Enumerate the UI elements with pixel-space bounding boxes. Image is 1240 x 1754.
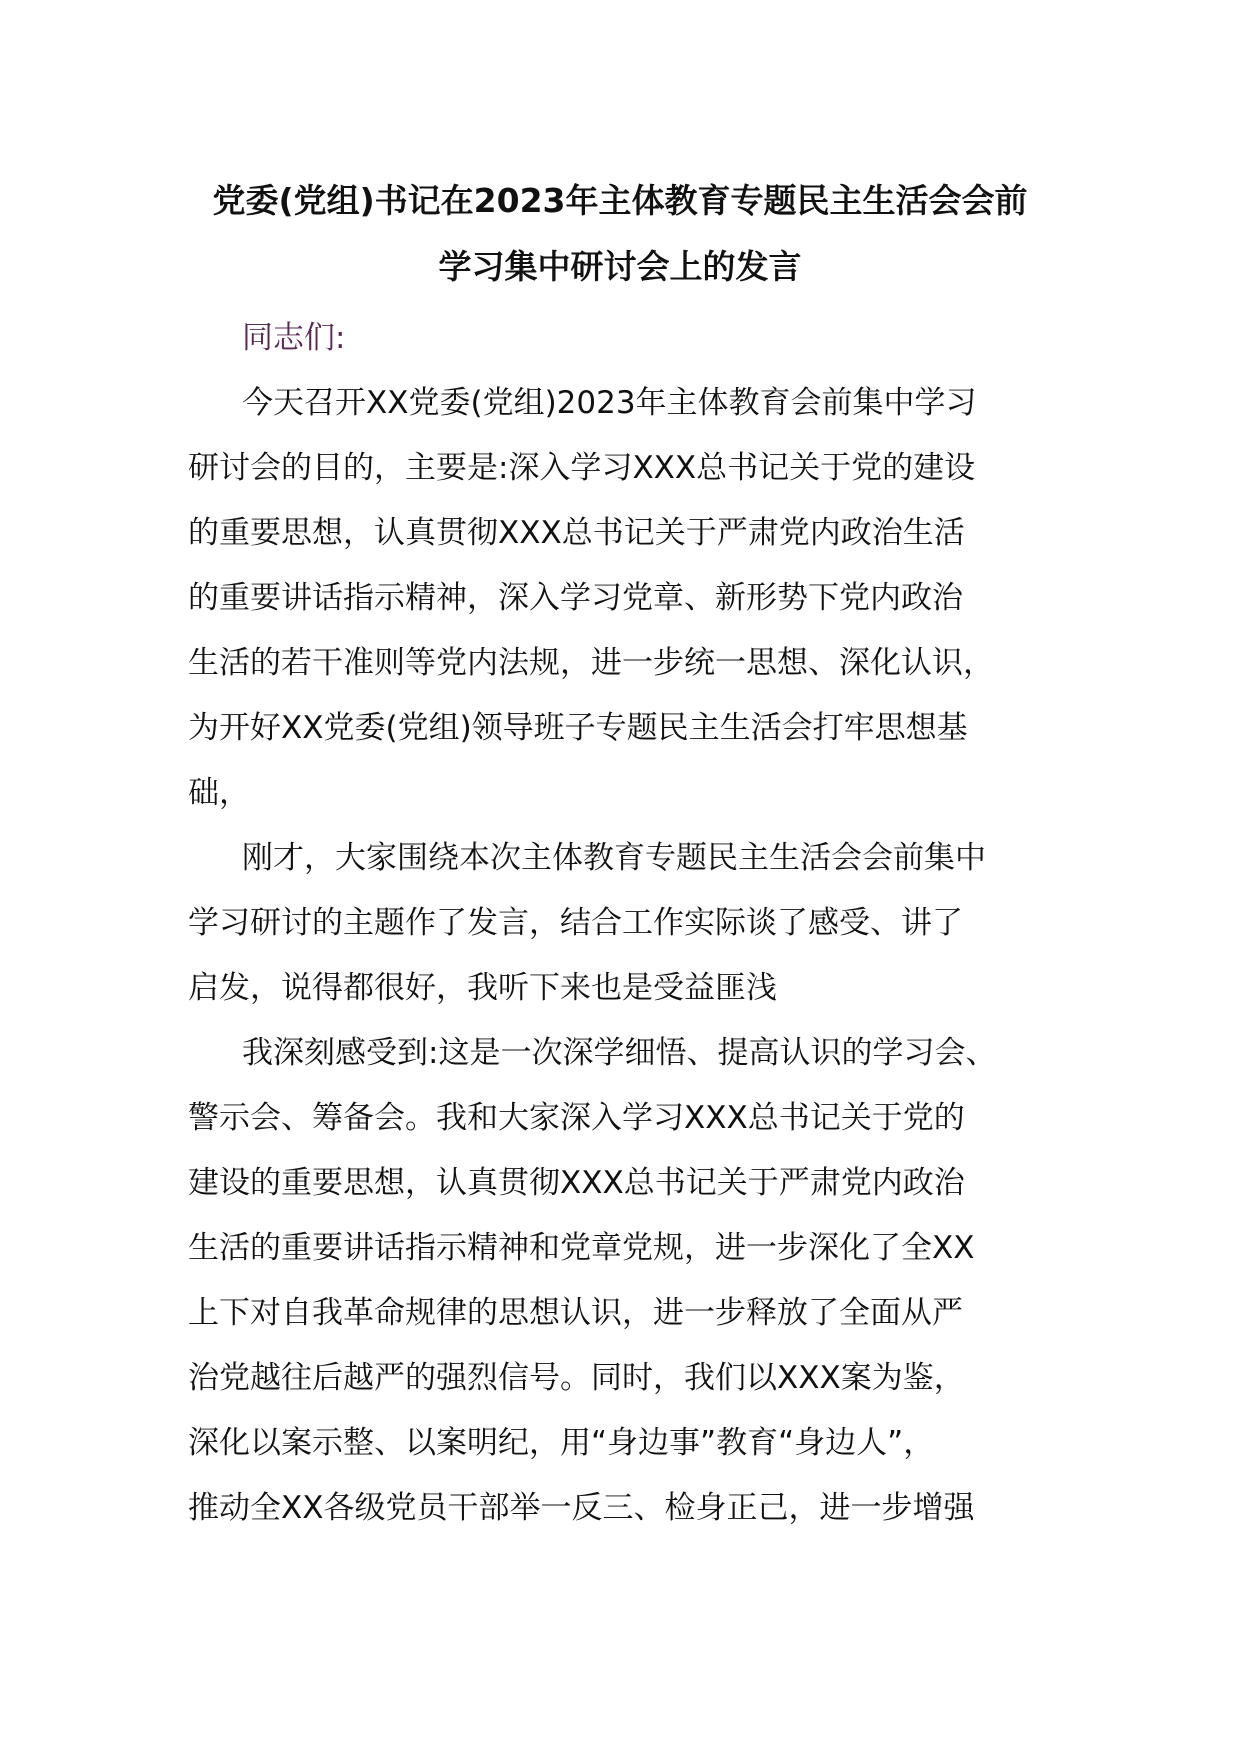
paragraph-1 — [188, 371, 1058, 826]
document-body — [188, 306, 1058, 1541]
paragraph-line: 刚才，大家围绕本次主体教育专题民主生活会会前集中 — [242, 840, 986, 876]
paragraph-line: 为开好XX党委(党组)领导班子专题民主生活会打牢思想基 — [188, 710, 968, 746]
paragraph-line: 治党越往后越严的强烈信号。同时，我们以XXX案为鉴， — [188, 1360, 965, 1396]
paragraph-line: 建设的重要思想，认真贯彻XXX总书记关于严肃党内政治 — [188, 1165, 965, 1201]
paragraph-line: 学习研讨的主题作了发言，结合工作实际谈了感受、讲了 — [188, 905, 963, 941]
paragraph-2 — [188, 826, 1058, 1021]
paragraph-line: 上下对自我革命规律的思想认识，进一步释放了全面从严 — [188, 1295, 963, 1331]
paragraph-line: 启发，说得都很好，我听下来也是受益匪浅 — [188, 970, 777, 1006]
paragraph-line: 的重要思想，认真贯彻XXX总书记关于严肃党内政治生活 — [188, 515, 965, 551]
paragraph-line: 我深刻感受到:这是一次深学细悟、提高认识的学习会、 — [242, 1035, 997, 1071]
paragraph-line: 警示会、筹备会。我和大家深入学习XXX总书记关于党的 — [188, 1100, 965, 1136]
paragraph-line: 研讨会的目的，主要是:深入学习XXX总书记关于党的建设 — [188, 450, 976, 486]
title-line-2: 学习集中研讨会上的发言 — [438, 247, 802, 286]
title-line-1: 党委(党组)书记在2023年主体教育专题民主生活会会前 — [212, 181, 1028, 220]
paragraph-line: 的重要讲话指示精神，深入学习党章、新形势下党内政治 — [188, 580, 963, 616]
salutation: 同志们: — [242, 320, 346, 356]
document-title — [150, 168, 1090, 300]
paragraph-line: 推动全XX各级党员干部举一反三、检身正己，进一步增强 — [188, 1490, 975, 1526]
paragraph-line: 生活的若干准则等党内法规，进一步统一思想、深化认识， — [188, 645, 994, 681]
paragraph-line: 深化以案示整、以案明纪，用“身边事”教育“身边人”， — [188, 1425, 935, 1461]
paragraph-line: 今天召开XX党委(党组)2023年主体教育会前集中学习 — [242, 385, 977, 421]
paragraph-line: 础， — [188, 775, 250, 811]
paragraph-3 — [188, 1021, 1058, 1541]
paragraph-line: 生活的重要讲话指示精神和党章党规，进一步深化了全XX — [188, 1230, 975, 1266]
